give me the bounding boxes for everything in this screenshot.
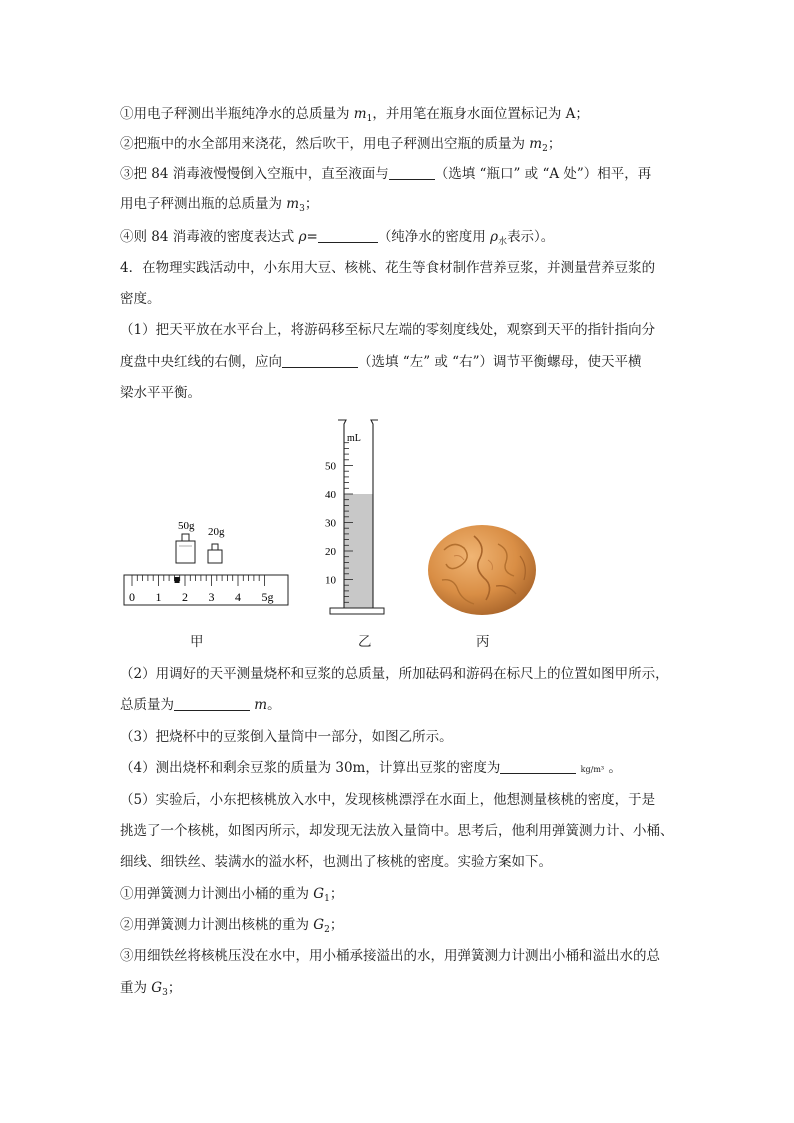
rider-marker[interactable]	[175, 577, 180, 583]
cylinder-tick-label: 30	[325, 517, 336, 530]
q4-part2-line-2: 总质量为 m。	[120, 697, 281, 713]
weight-20g-label: 20g	[208, 526, 225, 538]
figure-jia-balance	[120, 510, 300, 610]
cylinder-tick-label: 10	[325, 574, 336, 587]
q4-part5-line-2: 挑选了一个核桃，如图丙所示，却发现无法放入量筒中。思考后，他利用弹簧测力计、小桶、	[120, 823, 674, 839]
step-3-line-2: 用电子秤测出瓶的总质量为 $m_3$；	[120, 196, 319, 214]
figure-label-yi: 乙	[358, 634, 372, 650]
scale-tick-label: 5g	[261, 590, 274, 604]
cylinder-base	[330, 608, 384, 614]
q4-part5-line-1: （5）实验后，小东把核桃放入水中，发现核桃漂浮在水面上，他想测量核桃的密度，于是	[120, 792, 656, 808]
q4-intro-1: 4．在物理实践活动中，小东用大豆、核桃、花生等食材制作营养豆浆，并测量营养豆浆的	[120, 260, 656, 276]
answer-blank-direction[interactable]	[282, 353, 358, 368]
answer-blank-density[interactable]	[318, 228, 378, 243]
scale-tick-label: 0	[129, 590, 135, 604]
figure-bing-walnut	[424, 520, 544, 620]
q4-part1-line-1: （1）把天平放在水平台上，将游码移至标尺左端的零刻度线处，观察到天平的指针指向分	[120, 322, 656, 338]
cylinder-tick-label: 20	[325, 546, 336, 558]
scale-tick-label: 3	[208, 590, 215, 604]
weight-50g-label: 50g	[178, 520, 195, 532]
q4-step-1: ①用弹簧测力计测出小桶的重为 $G_1$；	[120, 886, 344, 904]
cylinder-tick-labels	[325, 461, 337, 587]
scale-tick-label: 4	[235, 590, 241, 604]
q4-part1-line-2: 度盘中央红线的右侧，应向 （选填 “左” 或 “右”）调节平衡螺母，使天平横	[120, 354, 642, 370]
scale-tick-label: 1	[155, 590, 162, 604]
figure-label-bing: 丙	[476, 634, 490, 650]
weight-20g-icon	[208, 544, 222, 563]
q4-part2-line-1: （2）用调好的天平测量烧杯和豆浆的总质量，所加砝码和游码在标尺上的位置如图甲所示，	[120, 666, 669, 682]
q4-part1-line-3: 梁水平平衡。	[120, 385, 201, 401]
step-4: ④则 84 消毒液的密度表达式 ρ= （纯净水的密度用 $\rho_水$表示）。	[120, 229, 555, 247]
answer-blank-mass[interactable]	[174, 696, 250, 711]
walnut-icon	[428, 525, 536, 615]
q4-step-3-line-2: 重为 $G_3$；	[120, 980, 182, 998]
answer-blank-3[interactable]	[389, 165, 435, 180]
cylinder-unit: mL	[347, 433, 361, 444]
q4-part3: （3）把烧杯中的豆浆倒入量筒中一部分，如图乙所示。	[120, 729, 453, 745]
weight-50g-icon	[176, 534, 195, 563]
q4-part4: （4）测出烧杯和剩余豆浆的质量为 30m，计算出豆浆的密度为 kg/m³ 。	[120, 760, 622, 776]
step-1: ①用电子秤测出半瓶纯净水的总质量为 $m_1$，并用笔在瓶身水面位置标记为 A；	[120, 106, 589, 124]
scale-tick-label: 2	[182, 590, 188, 604]
step-3-line-1: ③把 84 消毒液慢慢倒入空瓶中，直至液面与 （选填 “瓶口” 或 “A 处”）相平，再	[120, 166, 652, 182]
cylinder-tick-label: 40	[325, 489, 336, 501]
q4-part5-line-3: 细线、细铁丝、装满水的溢水杯，也测出了核桃的密度。实验方案如下。	[120, 854, 552, 870]
figure-yi-cylinder	[312, 418, 392, 618]
answer-blank-soymilk-density[interactable]	[500, 759, 576, 774]
figure-label-jia: 甲	[190, 634, 204, 650]
q4-step-2: ②用弹簧测力计测出核桃的重为 $G_2$；	[120, 917, 344, 935]
q4-step-3-line-1: ③用细铁丝将核桃压没在水中，用小桶承接溢出的水，用弹簧测力计测出小桶和溢出水的总	[120, 948, 660, 964]
q4-intro-2: 密度。	[120, 291, 161, 307]
cylinder-tick-label: 50	[325, 460, 336, 473]
step-2: ②把瓶中的水全部用来浇花，然后吹干，用电子秤测出空瓶的质量为 $m_2$；	[120, 136, 562, 154]
